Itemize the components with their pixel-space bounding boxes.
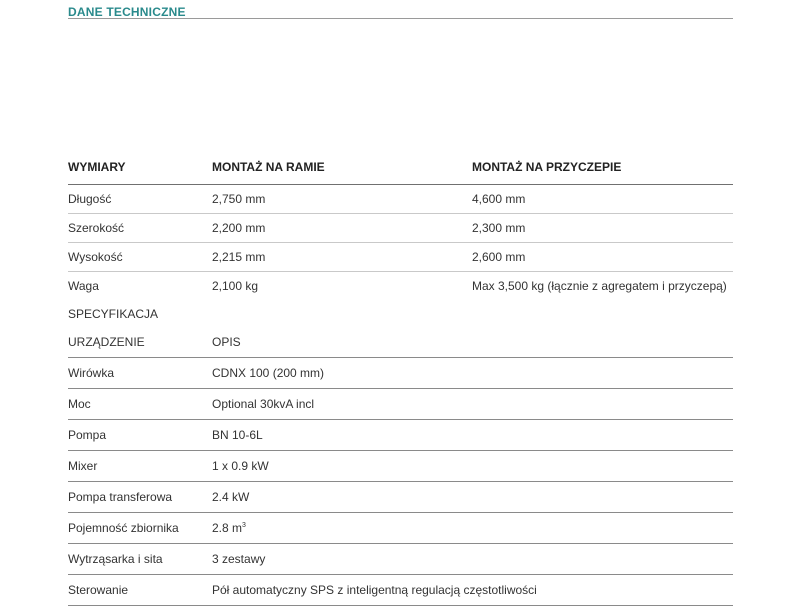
frame-value: 2,100 kg <box>212 279 259 293</box>
section-title: DANE TECHNICZNE <box>68 5 186 19</box>
title-divider <box>68 18 733 19</box>
spec-label: Pojemność zbiornika <box>68 521 179 535</box>
spec-description <box>212 521 733 535</box>
spec-description: 3 zestawy <box>212 552 266 566</box>
specification-title: SPECYFIKACJA <box>68 306 159 321</box>
row-label: Szerokość <box>68 221 125 235</box>
spec-label: Pompa <box>68 428 107 442</box>
spec-description: BN 10-6L <box>212 428 263 442</box>
spec-label: Mixer <box>68 459 98 473</box>
spec-description: Optional 30kvA incl <box>212 397 315 411</box>
row-label: Wysokość <box>68 250 123 264</box>
spec-label: Sterowanie <box>68 583 129 597</box>
spec-description: 1 x 0.9 kW <box>212 459 269 473</box>
specification-header-description: OPIS <box>212 335 241 349</box>
spec-label: Moc <box>68 397 91 411</box>
table-row <box>68 214 733 243</box>
row-label: Waga <box>68 279 99 293</box>
table-row <box>68 420 733 451</box>
specification-header-row <box>68 327 733 358</box>
spec-description: Pół automatyczny SPS z inteligentną regulacją częstotliwości <box>212 583 537 597</box>
trailer-value: Max 3,500 kg (łącznie z agregatem i przyczepą) <box>472 279 727 293</box>
technical-data-table <box>68 150 733 606</box>
frame-value: 2,215 mm <box>212 250 266 264</box>
spec-label: Wytrząsarka i sita <box>68 552 163 566</box>
table-row <box>68 185 733 214</box>
trailer-value: 2,300 mm <box>472 221 526 235</box>
table-row <box>68 544 733 575</box>
spec-label: Pompa transferowa <box>68 490 173 504</box>
dimensions-header-trailer: MONTAŻ NA PRZYCZEPIE <box>472 160 622 174</box>
table-row <box>68 513 733 544</box>
table-row <box>68 575 733 606</box>
row-label: Długość <box>68 192 112 206</box>
dimensions-header-frame: MONTAŻ NA RAMIE <box>212 160 325 174</box>
spec-description: CDNX 100 (200 mm) <box>212 366 325 380</box>
table-row <box>68 272 733 300</box>
superscript-unit: 3 <box>242 522 246 529</box>
trailer-value: 2,600 mm <box>472 250 526 264</box>
dimensions-header-row <box>68 150 733 185</box>
table-row <box>68 389 733 420</box>
table-row <box>68 451 733 482</box>
dimensions-header-label: WYMIARY <box>68 160 126 174</box>
frame-value: 2,200 mm <box>212 221 266 235</box>
spec-label: Wirówka <box>68 366 115 380</box>
trailer-value: 4,600 mm <box>472 192 526 206</box>
spec-description: 2.4 kW <box>212 490 250 504</box>
spec-description-text: 2.8 m <box>212 521 243 535</box>
frame-value: 2,750 mm <box>212 192 266 206</box>
specification-title-row <box>68 300 733 327</box>
table-row <box>68 243 733 272</box>
specification-header-device: URZĄDZENIE <box>68 335 145 349</box>
table-row <box>68 482 733 513</box>
table-row <box>68 358 733 389</box>
